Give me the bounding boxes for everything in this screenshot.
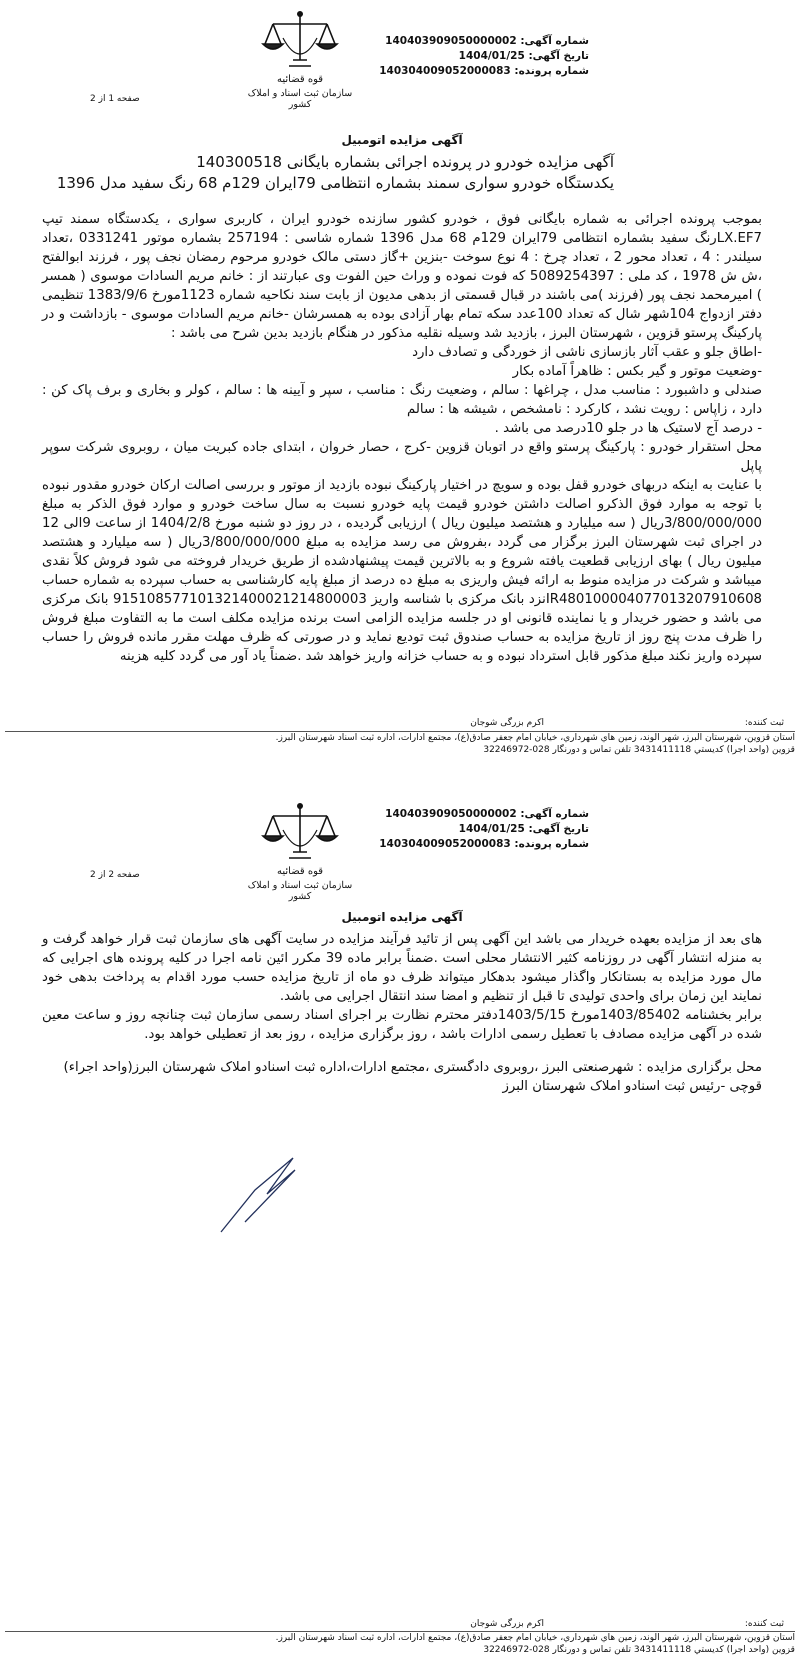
notice-body <box>42 930 762 1096</box>
ad-number: 140403909050000002 <box>385 35 517 47</box>
page-title: آگهی مزایده اتومبیل <box>341 910 463 924</box>
file-number-label: شماره پرونده: <box>514 65 589 77</box>
org-name-registry: سازمان ثبت اسناد و املاک کشور <box>247 880 353 902</box>
file-number: 140304009052000083 <box>379 65 511 77</box>
footer-contact: قزوين (واحد اجرا) كديستي 3431411118 تلفن تماس و دورنگار 028-32246972 <box>483 1645 795 1655</box>
spacer <box>42 1044 762 1058</box>
paragraph: بموجب پرونده اجرائی به شماره بایگانی فوق ، خودرو کشور سازنده خودرو ایران ، کاربری سواری ، یکدستگاه سمند تیپ LX.EF7رنگ سفید بشماره انتظامی 79ایران 129م 68 مدل 1396 شماره شاسی : 257194 بشماره موتور 0331241 ،تعداد سیلندر : 4 ، تعداد محور 2 ، تعداد چرخ : 4 نوع سوخت -بنزین +گاز دستی مالک خودرو مرحوم رمضان نجف پور ، فرزند ابوالفتح ،ش ش 1978 ، کد ملی : 5089254397 که فوت نموده و وراث حین الفوت وی عبارتند از : خانم مریم السادات موسوی ( همسر ) امیرمحمد نجف پور (فرزند )می باشند در قبال قسمتی از بدهی مدیون از بابت سند نکاحیه شماره 1123مورخ 1383/9/6 تنظیمی دفتر ازدواج 104شهر شال که تعداد 100عدد سکه تمام بهار آزادی بوده به همسرشان -خانم مریم السادات موسوی - بازداشت و در پارکینگ پرستو قزوین ، شهرستان البرز ، بازدید شد وسیله نقلیه مذکور در هنگام بازدید بدین شرح می باشد : <box>42 212 762 341</box>
signatory: قوچی -رئیس ثبت اسنادو املاک شهرستان البرز <box>502 1079 762 1094</box>
paragraph: -اطاق جلو و عقب آثار بازسازی ناشی از خوردگی و تصادف دارد <box>412 345 762 360</box>
footer-address: استان قزوين، شهرستان البرز، شهر الوند، زمين هاي شهرداري، خيابان امام جعفر صادق(ع)، مجتمع ادارات، اداره ثبت اسناد شهرستان البرز. <box>275 1633 795 1643</box>
page-footer <box>5 731 795 756</box>
file-number-label: شماره پرونده: <box>514 838 589 850</box>
org-name-judiciary: قوه قضائیه <box>276 74 324 85</box>
page-2 <box>0 808 804 1655</box>
page-footer <box>5 1631 795 1656</box>
subtitle-file: آگهی مزایده خودرو در پرونده اجرائی بشماره بایگانی 140300518 <box>196 153 614 171</box>
scales-emblem-icon <box>255 800 345 866</box>
ad-date-label: تاریخ آگهی: <box>528 823 589 835</box>
subtitle-vehicle: یکدستگاه خودرو سواری سمند بشماره انتظامی 79ایران 129م 68 رنگ سفید مدل 1396 <box>56 174 614 192</box>
footer-address: استان قزوين، شهرستان البرز، شهر الوند، زمين هاي شهرداري، خيابان امام جعفر صادق(ع)، مجتمع ادارات، اداره ثبت اسناد شهرستان البرز. <box>275 733 795 743</box>
paragraph: محل استقرار خودرو : پارکینگ پرستو واقع در اتوبان قزوین -کرج ، حصار خروان ، ابتدای جاده کبریت میان ، روبروی شرکت سوپر پاپل <box>42 440 762 474</box>
notice-body <box>42 210 762 666</box>
ad-meta <box>379 34 589 79</box>
registrar-name: اکرم بزرگی شوجان <box>470 718 544 728</box>
page-number: صفحه 2 از 2 <box>90 870 140 880</box>
ad-number-label: شماره آگهی: <box>520 35 589 47</box>
judiciary-logo <box>247 800 353 902</box>
page-number: صفحه 1 از 2 <box>90 94 140 104</box>
registrar-label: ثبت كننده: <box>744 718 784 728</box>
paragraph: صندلی و داشبورد : مناسب مدل ، چراغها : سالم ، وضعیت رنگ : مناسب ، سپر و آیینه ها : سالم ، کولر و بخاری و برف پاک کن : دارد ، زاپاس : رویت نشد ، کارکرد : نامشخص ، شیشه ها : سالم <box>42 383 762 417</box>
ad-date: 1404/01/25 <box>458 823 525 835</box>
registrar-name: اکرم بزرگی شوجان <box>470 1619 544 1629</box>
judiciary-logo <box>247 8 353 110</box>
paragraph: برابر بخشنامه 1403/85402مورخ 1403/5/15دفتر محترم نظارت بر اجرای اسناد رسمی سازمان ثبت چنانچه روز و ساعت معین شده در آگهی مزایده مصادف با تعطیل رسمی ادارات باشد ، روز برگزاری مزایده ، روز بعد از تعطیلی خواهد بود. <box>42 1008 763 1042</box>
paragraph: با عنایت به اینکه دربهای خودرو قفل بوده و سویچ در اختیار پارکینگ نبوده بازدید از موتور و بررسی اصالت ارکان خودرو مقدور نبوده با توجه به موارد فوق الذکرو اصالت داشتن خودرو قیمت پایه خودرو نسبت به سال ساخت خودرو و موارد فوق الذکر به مبلغ 3/800/000/000ریال ( سه میلیارد و هشتصد میلیون ریال ) ارزیابی گردیده ، در روز دو شنبه مورخ 1404/2/8 از ساعت 9الی 12 در اجرای ثبت شهرستان البرز برگزار می گردد ،بفروش می رسد مزایده به مبلغ 3/800/000/000ریال ( سه میلیارد و هشتصد میلیون ریال ) بهای ارزیابی قطعیت یافته شروع و به بالاترین قیمت پیشنهادشده از طریق خریدار فروخته می شود فروش کلاً نقدی میباشد و شرکت در مزایده منوط به ارائه فیش واریزی به مبلغ ده درصد از مبلغ پایه کارشناسی به حساب سپرده به شماره حساب IR480100004077013207910608نزد بانک مرکزی با شناسه واریز 915108577101321400021214800003 بانک مرکزی می باشد و حضور خریدار و یا نماینده قانونی او در جلسه مزایده الزامی است برنده مزایده مکلف است ما به التفاوت مبلغ فروش را ظرف مدت پنج روز از تاریخ مزایده به حساب صندوق ثبت تودیع نماید و در صورتی که ظرف مهلت مقرر مانده فروش را حساب سپرده واریز نکند مبلغ مذکور قابل استرداد نبوده و به حساب خزانه واریز خواهد شد .ضمناً یاد آور می گردد کلیه هزینه <box>42 478 763 664</box>
paragraph: محل برگزاری مزایده : شهرصنعتی البرز ،روبروی دادگستری ،مجتمع ادارات،اداره ثبت اسنادو املاک شهرستان البرز(واحد اجراء) <box>63 1060 762 1075</box>
paragraph: های بعد از مزایده بعهده خریدار می باشد این آگهی پس از تائید فرآیند مزایده در سایت آگهی های سازمان ثبت قرار خواهد گرفت و به منزله انتشار آگهی در روزنامه کثیر الانتشار محلی است .ضمناً برابر ماده 39 مکرر ائین نامه اجرا در کلیه پرونده های اجرایی که مال مورد مزایده به بستانکار واگذار میشود بدهکار میتواند ظرف دو ماه از تاریخ مزایده حسب مورد اقدام به پرداخت بدهی خود نمایند این زمان برای واحدی تولیدی تا قبل از تنظیم و امضا سند انتقال اجرایی می باشد. <box>42 932 763 1004</box>
scales-emblem-icon <box>255 8 345 74</box>
footer-contact: قزوين (واحد اجرا) كديستي 3431411118 تلفن تماس و دورنگار 028-32246972 <box>483 745 795 755</box>
paragraph: - درصد آج لاستیک ها در جلو 10درصد می باشد . <box>494 421 762 436</box>
org-name-judiciary: قوه قضائیه <box>276 866 324 877</box>
org-name-registry: سازمان ثبت اسناد و املاک کشور <box>247 88 353 110</box>
ad-meta <box>379 807 589 852</box>
ad-number: 140403909050000002 <box>385 808 517 820</box>
paragraph: -وضعیت موتور و گیر بکس : ظاهراً آماده بکار <box>512 364 762 379</box>
page-title: آگهی مزایده اتومبیل <box>341 133 463 147</box>
signature-scribble <box>215 1150 305 1240</box>
ad-date-label: تاریخ آگهی: <box>528 50 589 62</box>
registrar-label: ثبت كننده: <box>744 1619 784 1629</box>
ad-date: 1404/01/25 <box>458 50 525 62</box>
ad-number-label: شماره آگهی: <box>520 808 589 820</box>
file-number: 140304009052000083 <box>379 838 511 850</box>
